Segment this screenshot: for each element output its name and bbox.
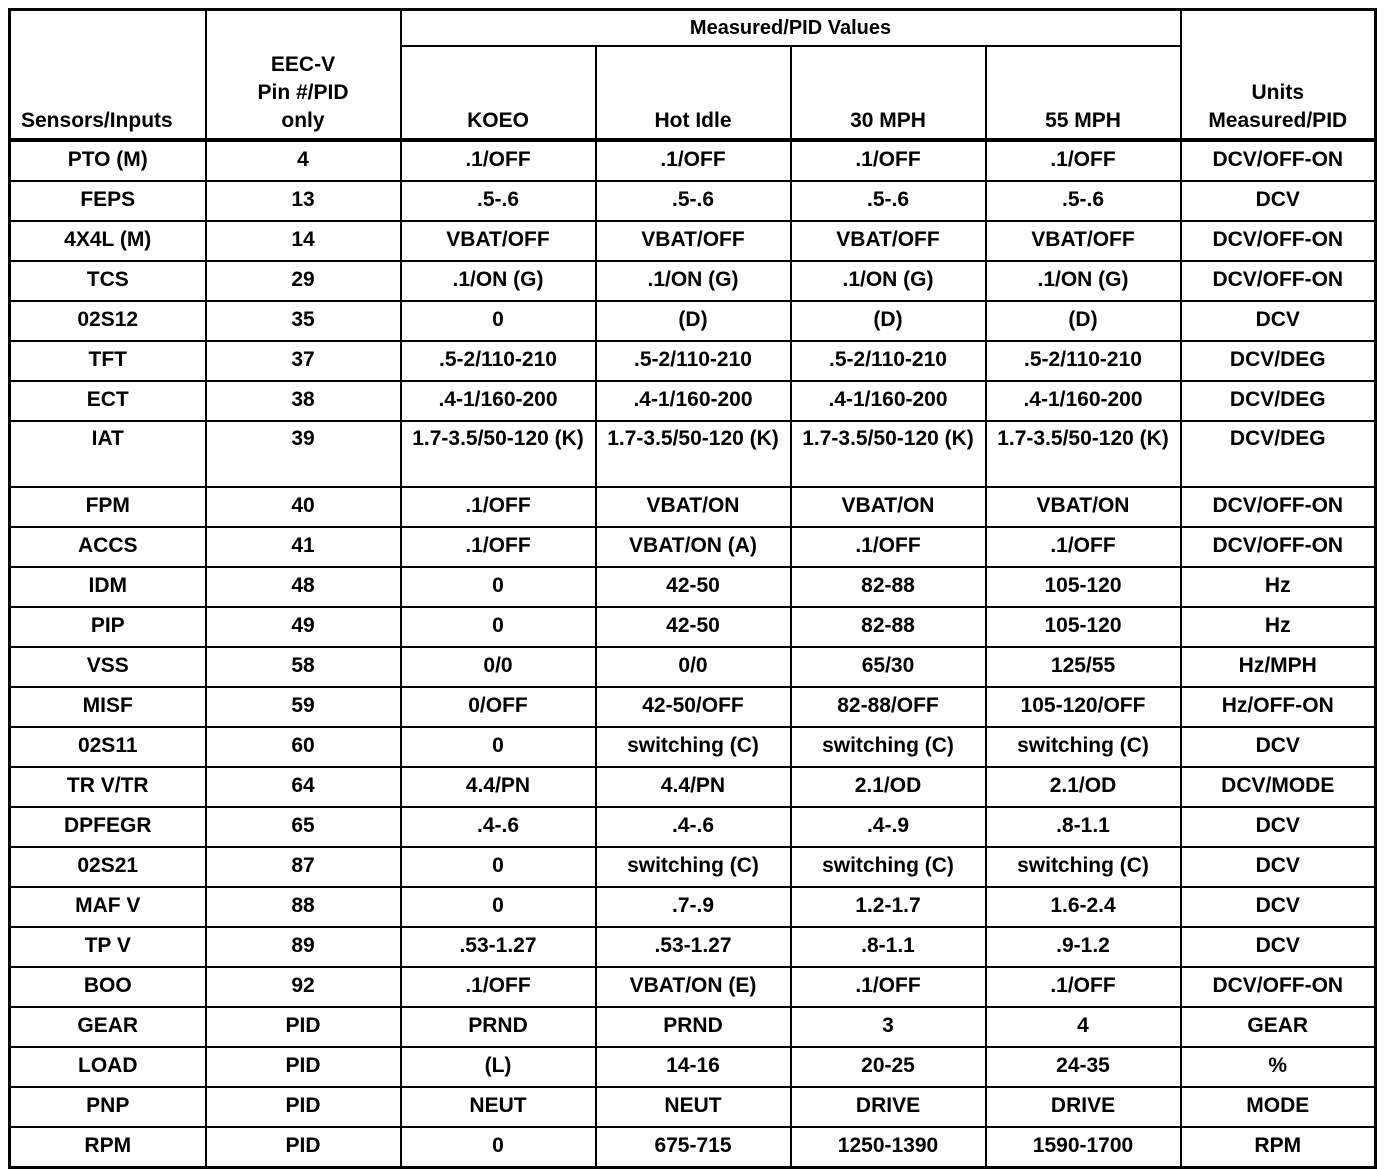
cell-units: DCV/OFF-ON xyxy=(1181,261,1376,301)
cell-sensor: PIP xyxy=(10,607,206,647)
pid-values-table xyxy=(8,8,1377,1169)
cell-koeo: .1/ON (G) xyxy=(401,261,596,301)
cell-sensor: GEAR xyxy=(10,1007,206,1047)
cell-55-mph: .5-2/110-210 xyxy=(986,341,1181,381)
cell-pin: 40 xyxy=(206,487,401,527)
cell-55-mph: .1/OFF xyxy=(986,140,1181,181)
cell-55-mph: 105-120 xyxy=(986,607,1181,647)
cell-koeo: 0 xyxy=(401,887,596,927)
table-row xyxy=(10,221,1376,261)
cell-units: DCV xyxy=(1181,847,1376,887)
cell-sensor: MAF V xyxy=(10,887,206,927)
cell-sensor: BOO xyxy=(10,967,206,1007)
cell-koeo: 0 xyxy=(401,567,596,607)
table-row xyxy=(10,1047,1376,1087)
cell-koeo: .4-.6 xyxy=(401,807,596,847)
cell-hot-idle: 675-715 xyxy=(596,1127,791,1168)
cell-hot-idle: 1.7-3.5/50-120 (K) xyxy=(596,421,791,487)
cell-pin: 89 xyxy=(206,927,401,967)
cell-koeo: .1/OFF xyxy=(401,967,596,1007)
cell-55-mph: 125/55 xyxy=(986,647,1181,687)
cell-55-mph: 1.6-2.4 xyxy=(986,887,1181,927)
header-55-mph: 55 MPH xyxy=(986,46,1181,140)
cell-30-mph: (D) xyxy=(791,301,986,341)
cell-30-mph: VBAT/OFF xyxy=(791,221,986,261)
table-row xyxy=(10,607,1376,647)
cell-sensor: VSS xyxy=(10,647,206,687)
cell-hot-idle: .4-.6 xyxy=(596,807,791,847)
header-units: Units Measured/PID xyxy=(1181,10,1376,141)
cell-units: Hz xyxy=(1181,567,1376,607)
header-koeo: KOEO xyxy=(401,46,596,140)
cell-hot-idle: NEUT xyxy=(596,1087,791,1127)
cell-30-mph: VBAT/ON xyxy=(791,487,986,527)
cell-55-mph: .1/ON (G) xyxy=(986,261,1181,301)
cell-sensor: TCS xyxy=(10,261,206,301)
cell-sensor: TR V/TR xyxy=(10,767,206,807)
cell-units: DCV xyxy=(1181,887,1376,927)
table-row xyxy=(10,421,1376,487)
cell-hot-idle: VBAT/OFF xyxy=(596,221,791,261)
cell-hot-idle: switching (C) xyxy=(596,727,791,767)
cell-sensor: IAT xyxy=(10,421,206,487)
cell-pin: 88 xyxy=(206,887,401,927)
cell-koeo: .1/OFF xyxy=(401,527,596,567)
cell-hot-idle: .4-1/160-200 xyxy=(596,381,791,421)
cell-pin: 35 xyxy=(206,301,401,341)
cell-koeo: 0 xyxy=(401,727,596,767)
cell-pin: 60 xyxy=(206,727,401,767)
cell-pin: 41 xyxy=(206,527,401,567)
cell-koeo: 0/0 xyxy=(401,647,596,687)
table-row xyxy=(10,967,1376,1007)
header-measured-pid-values: Measured/PID Values xyxy=(401,10,1181,47)
cell-sensor: 4X4L (M) xyxy=(10,221,206,261)
cell-55-mph: (D) xyxy=(986,301,1181,341)
cell-hot-idle: 42-50 xyxy=(596,567,791,607)
table-row xyxy=(10,261,1376,301)
cell-sensor: PTO (M) xyxy=(10,140,206,181)
cell-30-mph: .5-2/110-210 xyxy=(791,341,986,381)
cell-30-mph: .5-.6 xyxy=(791,181,986,221)
cell-55-mph: 1.7-3.5/50-120 (K) xyxy=(986,421,1181,487)
table-row xyxy=(10,181,1376,221)
table-row xyxy=(10,687,1376,727)
cell-units: DCV/OFF-ON xyxy=(1181,140,1376,181)
cell-55-mph: .1/OFF xyxy=(986,527,1181,567)
cell-koeo: 0 xyxy=(401,607,596,647)
cell-pin: 65 xyxy=(206,807,401,847)
cell-30-mph: 82-88 xyxy=(791,567,986,607)
cell-units: DCV xyxy=(1181,727,1376,767)
cell-30-mph: .8-1.1 xyxy=(791,927,986,967)
table-row xyxy=(10,767,1376,807)
cell-units: DCV/OFF-ON xyxy=(1181,967,1376,1007)
cell-koeo: NEUT xyxy=(401,1087,596,1127)
cell-55-mph: 2.1/OD xyxy=(986,767,1181,807)
cell-pin: 29 xyxy=(206,261,401,301)
cell-sensor: 02S21 xyxy=(10,847,206,887)
cell-30-mph: .4-.9 xyxy=(791,807,986,847)
cell-koeo: PRND xyxy=(401,1007,596,1047)
header-30-mph: 30 MPH xyxy=(791,46,986,140)
cell-units: DCV/OFF-ON xyxy=(1181,527,1376,567)
table-row xyxy=(10,567,1376,607)
cell-koeo: (L) xyxy=(401,1047,596,1087)
cell-units: DCV/DEG xyxy=(1181,421,1376,487)
cell-55-mph: VBAT/OFF xyxy=(986,221,1181,261)
cell-units: DCV xyxy=(1181,807,1376,847)
cell-hot-idle: 4.4/PN xyxy=(596,767,791,807)
cell-30-mph: 2.1/OD xyxy=(791,767,986,807)
table-row xyxy=(10,887,1376,927)
table-row xyxy=(10,341,1376,381)
cell-30-mph: 20-25 xyxy=(791,1047,986,1087)
cell-koeo: VBAT/OFF xyxy=(401,221,596,261)
cell-koeo: .53-1.27 xyxy=(401,927,596,967)
cell-units: DCV/OFF-ON xyxy=(1181,221,1376,261)
cell-55-mph: 24-35 xyxy=(986,1047,1181,1087)
cell-30-mph: switching (C) xyxy=(791,847,986,887)
cell-55-mph: 4 xyxy=(986,1007,1181,1047)
cell-30-mph: 82-88 xyxy=(791,607,986,647)
cell-pin: 39 xyxy=(206,421,401,487)
cell-sensor: FEPS xyxy=(10,181,206,221)
cell-pin: 37 xyxy=(206,341,401,381)
cell-30-mph: 82-88/OFF xyxy=(791,687,986,727)
cell-30-mph: .4-1/160-200 xyxy=(791,381,986,421)
table-row xyxy=(10,140,1376,181)
cell-sensor: DPFEGR xyxy=(10,807,206,847)
cell-sensor: MISF xyxy=(10,687,206,727)
cell-30-mph: switching (C) xyxy=(791,727,986,767)
cell-sensor: RPM xyxy=(10,1127,206,1168)
table-row xyxy=(10,647,1376,687)
cell-pin: 13 xyxy=(206,181,401,221)
cell-units: DCV/DEG xyxy=(1181,381,1376,421)
cell-pin: 14 xyxy=(206,221,401,261)
cell-units: MODE xyxy=(1181,1087,1376,1127)
cell-hot-idle: switching (C) xyxy=(596,847,791,887)
cell-koeo: .1/OFF xyxy=(401,140,596,181)
cell-hot-idle: .1/ON (G) xyxy=(596,261,791,301)
cell-units: Hz/MPH xyxy=(1181,647,1376,687)
table-row xyxy=(10,487,1376,527)
cell-koeo: .4-1/160-200 xyxy=(401,381,596,421)
cell-hot-idle: VBAT/ON (A) xyxy=(596,527,791,567)
cell-30-mph: DRIVE xyxy=(791,1087,986,1127)
cell-55-mph: .5-.6 xyxy=(986,181,1181,221)
cell-sensor: ECT xyxy=(10,381,206,421)
cell-30-mph: 1.7-3.5/50-120 (K) xyxy=(791,421,986,487)
cell-pin: 64 xyxy=(206,767,401,807)
cell-sensor: 02S12 xyxy=(10,301,206,341)
cell-30-mph: .1/OFF xyxy=(791,967,986,1007)
cell-55-mph: .1/OFF xyxy=(986,967,1181,1007)
table-body xyxy=(10,140,1376,1168)
cell-units: GEAR xyxy=(1181,1007,1376,1047)
cell-units: RPM xyxy=(1181,1127,1376,1168)
cell-koeo: 0 xyxy=(401,301,596,341)
cell-pin: 92 xyxy=(206,967,401,1007)
cell-55-mph: 105-120/OFF xyxy=(986,687,1181,727)
cell-55-mph: 1590-1700 xyxy=(986,1127,1181,1168)
header-hot-idle: Hot Idle xyxy=(596,46,791,140)
cell-55-mph: VBAT/ON xyxy=(986,487,1181,527)
cell-hot-idle: .7-.9 xyxy=(596,887,791,927)
cell-55-mph: switching (C) xyxy=(986,727,1181,767)
table-row xyxy=(10,527,1376,567)
cell-pin: 48 xyxy=(206,567,401,607)
cell-units: DCV/MODE xyxy=(1181,767,1376,807)
header-eec-pin: EEC-V Pin #/PID only xyxy=(206,10,401,141)
cell-hot-idle: .5-2/110-210 xyxy=(596,341,791,381)
cell-sensor: 02S11 xyxy=(10,727,206,767)
table-row xyxy=(10,381,1376,421)
cell-sensor: LOAD xyxy=(10,1047,206,1087)
cell-pin: 49 xyxy=(206,607,401,647)
cell-koeo: .1/OFF xyxy=(401,487,596,527)
table-row xyxy=(10,807,1376,847)
cell-koeo: .5-2/110-210 xyxy=(401,341,596,381)
cell-55-mph: switching (C) xyxy=(986,847,1181,887)
cell-koeo: .5-.6 xyxy=(401,181,596,221)
table-row xyxy=(10,1127,1376,1168)
cell-koeo: 0 xyxy=(401,847,596,887)
cell-30-mph: 1.2-1.7 xyxy=(791,887,986,927)
cell-pin: 87 xyxy=(206,847,401,887)
cell-units: % xyxy=(1181,1047,1376,1087)
cell-30-mph: .1/ON (G) xyxy=(791,261,986,301)
cell-sensor: IDM xyxy=(10,567,206,607)
cell-hot-idle: 42-50 xyxy=(596,607,791,647)
cell-55-mph: .4-1/160-200 xyxy=(986,381,1181,421)
cell-units: DCV/DEG xyxy=(1181,341,1376,381)
table-row xyxy=(10,727,1376,767)
header-row-group xyxy=(10,10,1376,47)
cell-koeo: 4.4/PN xyxy=(401,767,596,807)
cell-55-mph: .8-1.1 xyxy=(986,807,1181,847)
table-header xyxy=(10,10,1376,141)
cell-koeo: 0/OFF xyxy=(401,687,596,727)
cell-30-mph: 1250-1390 xyxy=(791,1127,986,1168)
table-row xyxy=(10,1007,1376,1047)
cell-units: DCV xyxy=(1181,927,1376,967)
cell-hot-idle: .1/OFF xyxy=(596,140,791,181)
cell-hot-idle: (D) xyxy=(596,301,791,341)
cell-pin: 58 xyxy=(206,647,401,687)
table-row xyxy=(10,1087,1376,1127)
pid-reference-page xyxy=(8,8,1374,1169)
cell-hot-idle: PRND xyxy=(596,1007,791,1047)
cell-sensor: FPM xyxy=(10,487,206,527)
cell-units: DCV xyxy=(1181,181,1376,221)
cell-sensor: TFT xyxy=(10,341,206,381)
cell-30-mph: 3 xyxy=(791,1007,986,1047)
cell-30-mph: .1/OFF xyxy=(791,527,986,567)
cell-hot-idle: 0/0 xyxy=(596,647,791,687)
cell-hot-idle: .53-1.27 xyxy=(596,927,791,967)
cell-30-mph: 65/30 xyxy=(791,647,986,687)
cell-hot-idle: VBAT/ON (E) xyxy=(596,967,791,1007)
cell-hot-idle: 42-50/OFF xyxy=(596,687,791,727)
cell-pin: 4 xyxy=(206,140,401,181)
table-row xyxy=(10,927,1376,967)
cell-koeo: 0 xyxy=(401,1127,596,1168)
header-sensors-inputs: Sensors/Inputs xyxy=(10,10,206,141)
cell-hot-idle: VBAT/ON xyxy=(596,487,791,527)
cell-koeo: 1.7-3.5/50-120 (K) xyxy=(401,421,596,487)
cell-pin: 59 xyxy=(206,687,401,727)
cell-pin: PID xyxy=(206,1087,401,1127)
cell-units: Hz xyxy=(1181,607,1376,647)
cell-sensor: PNP xyxy=(10,1087,206,1127)
cell-units: DCV xyxy=(1181,301,1376,341)
cell-units: Hz/OFF-ON xyxy=(1181,687,1376,727)
table-row xyxy=(10,301,1376,341)
cell-units: DCV/OFF-ON xyxy=(1181,487,1376,527)
cell-55-mph: DRIVE xyxy=(986,1087,1181,1127)
cell-55-mph: 105-120 xyxy=(986,567,1181,607)
cell-pin: PID xyxy=(206,1127,401,1168)
cell-pin: PID xyxy=(206,1047,401,1087)
cell-pin: 38 xyxy=(206,381,401,421)
cell-pin: PID xyxy=(206,1007,401,1047)
cell-hot-idle: .5-.6 xyxy=(596,181,791,221)
cell-30-mph: .1/OFF xyxy=(791,140,986,181)
cell-55-mph: .9-1.2 xyxy=(986,927,1181,967)
cell-sensor: ACCS xyxy=(10,527,206,567)
table-row xyxy=(10,847,1376,887)
cell-sensor: TP V xyxy=(10,927,206,967)
cell-hot-idle: 14-16 xyxy=(596,1047,791,1087)
